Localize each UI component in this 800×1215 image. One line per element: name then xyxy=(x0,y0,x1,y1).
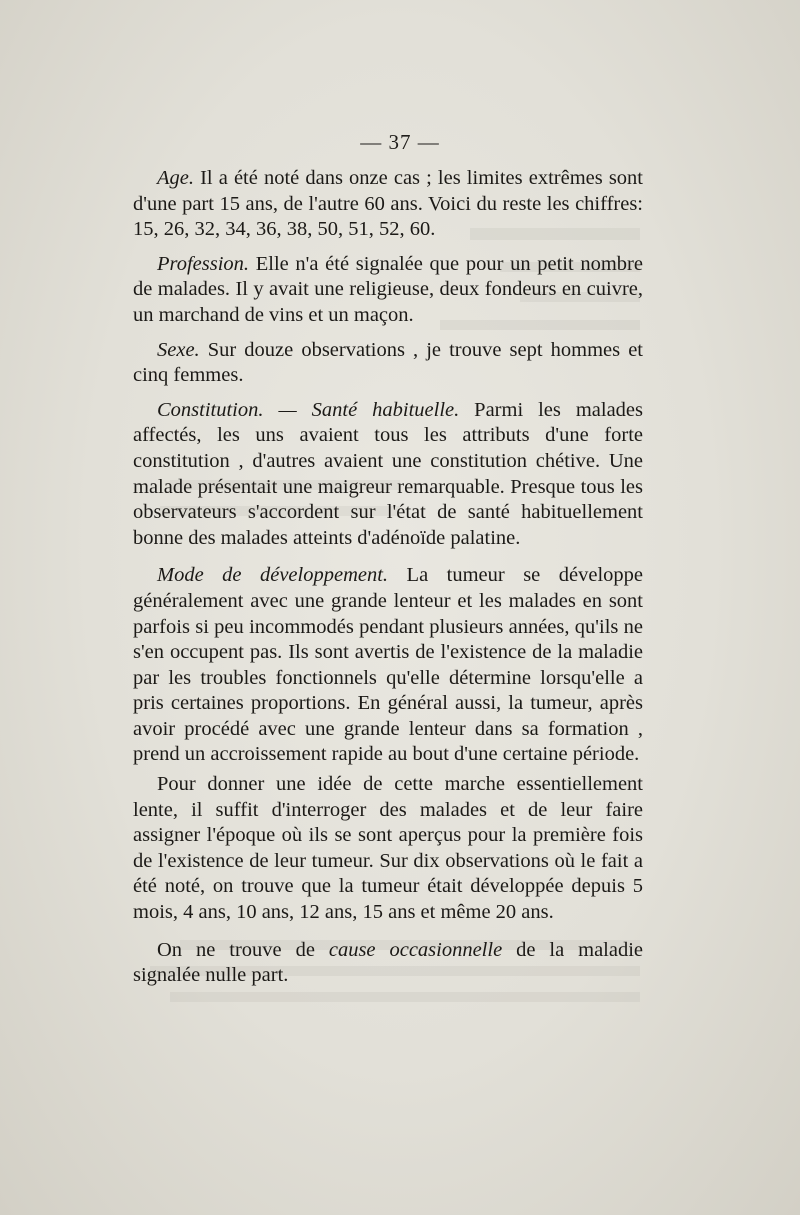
text-cause-after: de la maladie signalée nulle part. xyxy=(133,938,644,987)
text-marche: Pour donner une idée de cette marche essentiellement lente, il suffit d'interroger des malades et de leur faire assigner l'époque où ils se sont aperçus pour la première fois de l'existence de leur tumeur. Sur dix observations où le fait a été noté, on trouve que la tumeur était développée depuis 5 mois, 4 ans, 10 ans, 12 ans, 15 ans et même 20 ans. xyxy=(133,773,643,924)
heading-age: Age. xyxy=(157,167,194,189)
text-age: Il a été noté dans onze cas ; les limites extrêmes sont d'une part 15 ans, de l'autre 60 ans. Voici du reste les chiffres: 15, 26, 32, 34, 36, 38, 50, 51, 52, 60. xyxy=(133,167,643,241)
heading-profession: Profession. xyxy=(157,252,250,275)
paragraph-developpement xyxy=(133,563,643,768)
text-profession: Elle n'a été signalée que pour un petit nombre de malades. Il y avait une religieuse, deux fondeurs en cuivre, un marchand de vins et un maçon. xyxy=(133,252,643,326)
heading-sexe: Sexe. xyxy=(157,338,200,361)
body-text xyxy=(133,166,643,989)
paragraph-constitution xyxy=(133,398,643,552)
paragraph-cause xyxy=(133,938,643,989)
text-cause-italic: cause occasionnelle xyxy=(328,938,503,961)
text-sexe: Sur douze observations , je trouve sept hommes et cinq femmes. xyxy=(133,338,643,387)
heading-developpement: Mode de développement. xyxy=(157,564,389,587)
text-developpement: La tumeur se développe généralement avec une grande lenteur et les malades en sont parfois si peu incommodés pendant plusieurs années, qu'ils ne s'en occupent pas. Ils sont avertis de l'existence de la maladie par les troubles fonctionnels qu'elle détermine lorsqu'elle a pris certaines proportions. En général aussi, la tumeur, après avoir procédé avec une grande lenteur dans sa formation , prend un accroissement rapide au bout d'une certaine période. xyxy=(133,564,643,766)
paragraph-age xyxy=(133,166,643,243)
paragraph-sexe xyxy=(133,338,643,389)
page-number: — 37 — xyxy=(360,130,440,154)
paragraph-marche xyxy=(133,772,643,926)
text-constitution: Parmi les malades affectés, les uns avaient tous les attributs d'une forte constitution , d'autres avaient une constitution chétive. Une malade présentait une maigreur remarquable. Presque tous les observateurs s'accordent sur l'état de santé habituellement bonne des malades atteints d'adénoïde palatine. xyxy=(133,398,643,549)
paragraph-profession xyxy=(133,252,643,329)
heading-constitution: Constitution. — Santé habituelle. xyxy=(157,398,460,421)
text-cause-before: On ne trouve de xyxy=(157,938,329,961)
